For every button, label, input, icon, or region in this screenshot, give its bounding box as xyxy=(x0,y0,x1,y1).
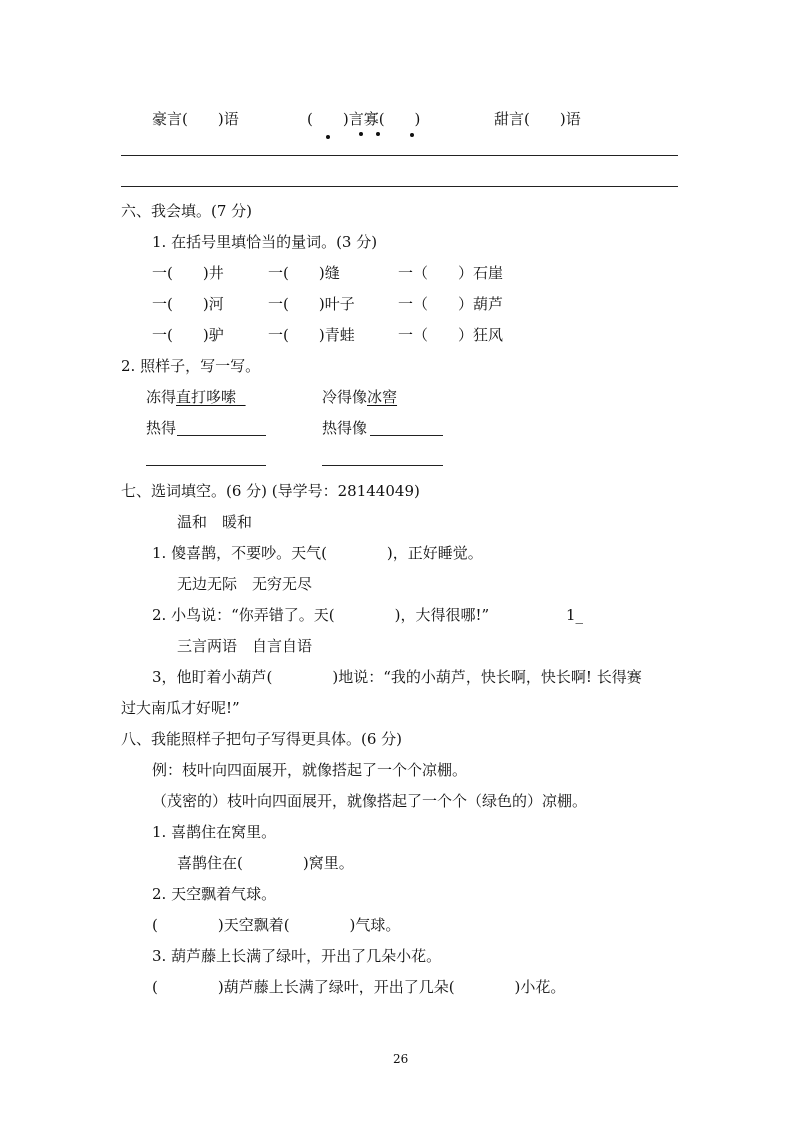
stray-mark: 1_ xyxy=(566,606,584,624)
section-8-q1: 1. 喜鹊住在窝里。 xyxy=(152,823,277,841)
section-7-title: 七、选词填空。(6 分) (导学号：28144049) xyxy=(121,482,420,500)
page-number: 26 xyxy=(393,1052,409,1066)
measure-word-item: 一( )缝 xyxy=(268,264,340,282)
section-8-q3: 3. 葫芦藤上长满了绿叶，开出了几朵小花。 xyxy=(152,947,442,965)
measure-word-item: 一( )驴 xyxy=(152,326,224,344)
measure-word-item: 一( )河 xyxy=(152,295,224,313)
idiom-2: ( )言寡( ) xyxy=(307,110,421,128)
section-6-title: 六、我会填。(7 分) xyxy=(121,202,253,220)
section-8-title: 八、我能照样子把句子写得更具体。(6 分) xyxy=(121,730,403,748)
section-6-q2-prompt: 2. 照样子，写一写。 xyxy=(121,357,261,375)
measure-word-item: 一（ ）葫芦 xyxy=(398,295,504,313)
idiom-1: 豪言( )语 xyxy=(152,110,239,128)
section-8-q2: 2. 天空飘着气球。 xyxy=(152,885,277,903)
measure-word-item: 一（ ）狂风 xyxy=(398,326,504,344)
example-1: 冻得直打哆嗦 xyxy=(146,388,237,406)
section-8-q1-fill: 喜鹊住在( )窝里。 xyxy=(177,854,354,872)
task-2-blank[interactable] xyxy=(370,435,443,436)
task-2-label: 热得像 xyxy=(322,419,368,437)
section-8-q2-fill: ( )天空飘着( )气球。 xyxy=(152,916,401,934)
section-7-s3-line1: 3，他盯着小葫芦( )地说：“我的小葫芦，快长啊，快长啊! 长得赛 xyxy=(152,668,642,686)
emphasis-dot xyxy=(326,135,330,139)
section-6-q1-prompt: 1. 在括号里填恰当的量词。(3 分) xyxy=(152,233,378,251)
answer-line xyxy=(121,155,678,156)
task-1-blank[interactable] xyxy=(177,435,266,436)
section-8-example: 例：枝叶向四面展开，就像搭起了一个个凉棚。 xyxy=(152,761,468,779)
section-8-example-expanded: （茂密的）枝叶向四面展开，就像搭起了一个个（绿色的）凉棚。 xyxy=(152,792,588,810)
idiom-3: 甜言( )语 xyxy=(494,110,581,128)
measure-word-item: 一（ ）石崖 xyxy=(398,264,504,282)
word-choices-2: 无边无际 无穷无尽 xyxy=(177,575,313,593)
measure-word-item: 一( )井 xyxy=(152,264,224,282)
word-choices-1: 温和 暖和 xyxy=(177,513,253,531)
answer-line xyxy=(121,186,678,187)
section-7-s2: 2. 小鸟说：“你弄错了。天( )，大得很哪!” xyxy=(152,606,490,624)
emphasis-dot xyxy=(410,133,414,137)
task-1-label: 热得 xyxy=(146,419,177,437)
section-7-s1: 1. 傻喜鹊，不要吵。天气( )，正好睡觉。 xyxy=(152,544,483,562)
task-1-blank-2[interactable] xyxy=(146,465,266,466)
measure-word-item: 一( )叶子 xyxy=(268,295,355,313)
section-7-s3-line2: 过大南瓜才好呢!” xyxy=(121,699,240,717)
word-choices-3: 三言两语 自言自语 xyxy=(177,637,313,655)
task-2-blank-2[interactable] xyxy=(322,465,443,466)
emphasis-dot xyxy=(376,132,380,136)
section-8-q3-fill: ( )葫芦藤上长满了绿叶，开出了几朵( )小花。 xyxy=(152,978,566,996)
emphasis-dot xyxy=(359,132,363,136)
example-2: 冷得像冰窖 xyxy=(322,388,398,406)
measure-word-item: 一( )青蛙 xyxy=(268,326,355,344)
